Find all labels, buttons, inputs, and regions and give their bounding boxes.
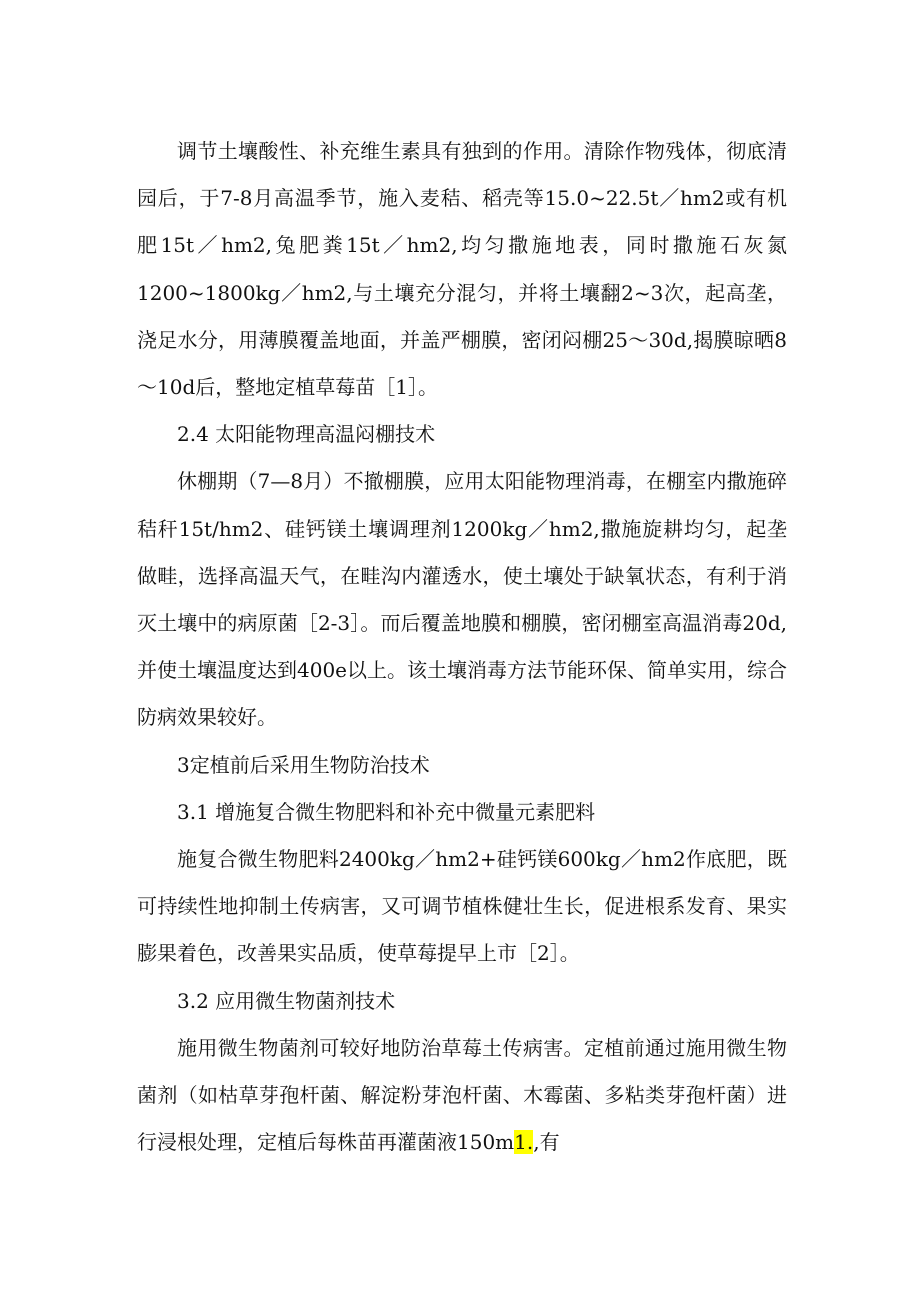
highlighted-text: 1. <box>514 1130 534 1155</box>
heading-3-1: 3.1 增施复合微生物肥料和补充中微量元素肥料 <box>177 799 596 824</box>
paragraph-solar-disinfection: 休棚期（7—8月）不撤棚膜，应用太阳能物理消毒，在棚室内撒施碎秸秆15t/hm2、硅钙镁土壤调理剂1200kg／hm2,撒施旋耕均匀，起垄做畦，选择高温天气，在畦沟内灌透水，使土壤处于缺氧状态，有利于消灭土壤中的病原菌［2-3］。而后覆盖地膜和棚膜，密闭棚室高温消毒20d,并使土壤温度达到400e以上。该土壤消毒方法节能环保、简单实用，综合防病效果较好。 <box>137 469 788 730</box>
heading-2-4: 2.4 太阳能物理高温闷棚技术 <box>177 422 436 447</box>
paragraph-microbial-agent <box>137 1025 787 1167</box>
heading-3: 3定植前后采用生物防治技术 <box>177 752 430 777</box>
heading-3-2: 3.2 应用微生物菌剂技术 <box>177 988 396 1013</box>
paragraph-microbial-fertilizer: 施复合微生物肥料2400kg／hm2+硅钙镁600kg／hm2作底肥，既可持续性地抑制土传病害，又可调节植株健壮生长，促进根系发育、果实膨果着色，改善果实品质，使草莓提早上市［2］。 <box>137 847 787 966</box>
paragraph-soil-disinfection: 调节土壤酸性、补充维生素具有独到的作用。清除作物残体，彻底清园后，于7-8月高温季节，施入麦秸、稻壳等15.0~22.5t／hm2或有机肥15t／hm2,兔肥粪15t／hm2,均匀撒施地表，同时撒施石灰氮1200~1800kg／hm2,与土壤充分混匀，并将土壤翻2~3次，起高垄，浇足水分，用薄膜覆盖地面，并盖严棚膜，密闭闷棚25～30d,揭膜晾晒8～10d后，整地定植草莓苗［1］。 <box>137 139 787 400</box>
document-body <box>137 128 787 1166</box>
paragraph-text-after-highlight: ,有 <box>533 1130 560 1155</box>
paragraph-text-before-highlight: 施用微生物菌剂可较好地防治草莓土传病害。定植前通过施用微生物菌剂（如枯草芽孢杆菌、解淀粉芽泡杆菌、木霉菌、多粘类芽孢杆菌）进行浸根处理，定植后每株苗再灌菌液150m <box>137 1035 787 1155</box>
